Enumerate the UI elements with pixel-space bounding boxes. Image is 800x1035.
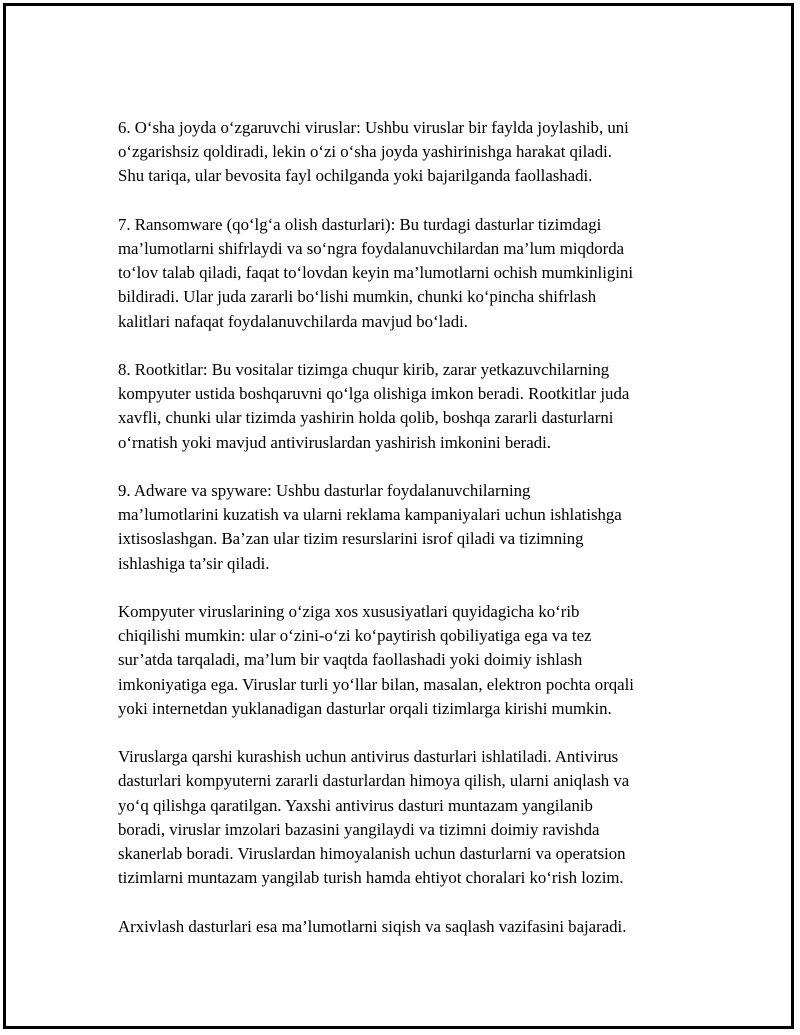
text-line: Kompyuter viruslarining o‘ziga xos xususiyatlari quyidagicha ko‘rib [118,602,580,621]
text-line: imkoniyatiga ega. Viruslar turli yo‘llar bilan, masalan, elektron pochta orqali [118,674,634,694]
text-line: 7. Ransomware (qo‘lg‘a olish dasturlari): Bu turdagi dasturlar tizimdagi [118,214,602,234]
text-line: ma’lumotlarni shifrlaydi va so‘ngra foydalanuvchilardan ma’lum miqdorda [118,239,625,258]
text-line: boradi, viruslar imzolari bazasini yangilaydi va tizimni doimiy ravishda [118,819,600,839]
text-line: to‘lov talab qiladi, faqat to‘lovdan keyin ma’lumotlarni ochish mumkinligini [118,263,633,283]
paragraph-ransomware [118,213,693,334]
paragraph-adware-spyware [118,479,693,576]
text-line: kalitlari nafaqat foydalanuvchilarda mavjud bo‘ladi. [118,311,468,331]
paragraph-archiving [118,915,693,939]
text-line: o‘zgarishsiz qoldiradi, lekin o‘zi o‘sha joyda yashirinishga harakat qiladi. [118,142,612,162]
text-line: o‘rnatish yoki mavjud antiviruslardan yashirish imkonini beradi. [118,432,551,452]
text-line: 9. Adware va spyware: Ushbu dasturlar foydalanuvchilarning [118,481,531,500]
text-line: bildiradi. Ular juda zararli bo‘lishi mumkin, chunki ko‘pincha shifrlash [118,287,597,307]
text-line: 6. O‘sha joyda o‘zgaruvchi viruslar: Ushbu viruslar bir faylda joylashib, uni [118,118,629,137]
text-line: yoki internetdan yuklanadigan dasturlar orqali tizimlarga kirishi mumkin. [118,698,612,718]
text-line: yo‘q qilishga qaratilgan. Yaxshi antivirus dasturi muntazam yangilanib [118,795,593,815]
text-line: sur’atda tarqaladi, ma’lum bir vaqtda faollashadi yoki doimiy ishlash [118,650,583,670]
text-line: Shu tariqa, ular bevosita fayl ochilganda yoki bajarilganda faollashadi. [118,166,593,186]
text-line: xavfli, chunki ular tizimda yashirin holda qolib, boshqa zararli dasturlarni [118,408,614,428]
paragraph-rootkits [118,358,693,455]
text-line: ma’lumotlarini kuzatish va ularni reklama kampaniyalari uchun ishlatishga [118,505,622,525]
text-line: dasturlari kompyuterni zararli dasturlardan himoya qilish, ularni aniqlash va [118,771,630,791]
paragraph-polymorphic-viruses [118,116,693,189]
text-line: Arxivlash dasturlari esa ma’lumotlarni siqish va saqlash vazifasini bajaradi. [118,916,627,936]
paragraph-antivirus [118,745,693,890]
paragraph-virus-characteristics [118,600,693,721]
document-body [118,116,693,963]
text-line: ishlashiga ta’sir qiladi. [118,553,270,573]
text-line: kompyuter ustida boshqaruvni qo‘lga olishiga imkon beradi. Rootkitlar juda [118,384,630,404]
text-line: skanerlab boradi. Viruslardan himoyalanish uchun dasturlarni va operatsion [118,844,626,864]
text-line: ixtisoslashgan. Ba’zan ular tizim resurslarini isrof qiladi va tizimning [118,529,584,549]
text-line: tizimlarni muntazam yangilab turish hamda ehtiyot choralari ko‘rish lozim. [118,868,624,888]
text-line: 8. Rootkitlar: Bu vositalar tizimga chuqur kirib, zarar yetkazuvchilarning [118,360,610,379]
text-line: Viruslarga qarshi kurashish uchun antivirus dasturlari ishlatiladi. Antivirus [118,747,619,767]
text-line: chiqilishi mumkin: ular o‘zini-o‘zi ko‘paytirish qobiliyatiga ega va tez [118,626,592,646]
